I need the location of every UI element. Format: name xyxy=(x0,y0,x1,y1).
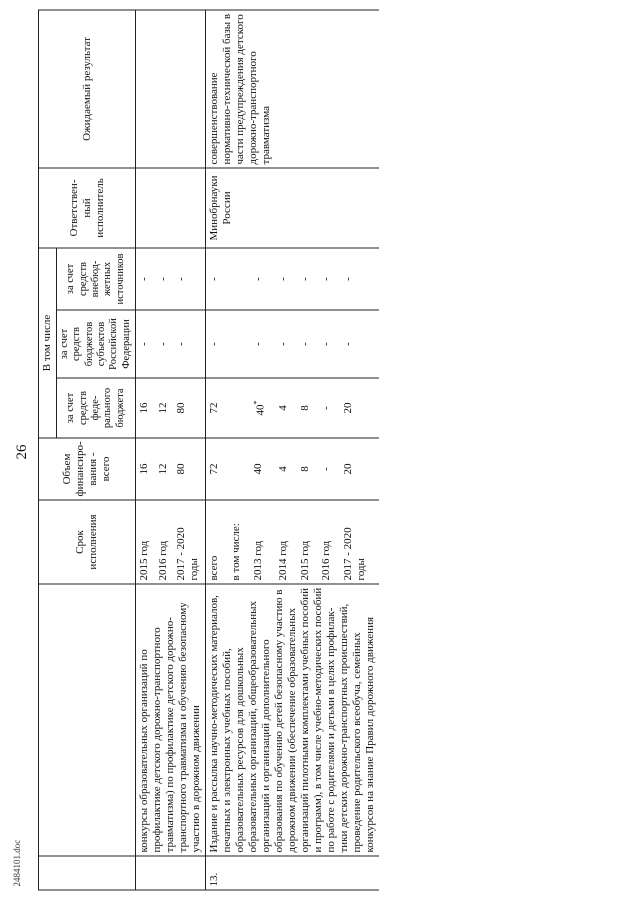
row-number xyxy=(155,856,173,890)
term-cell: 2014 год xyxy=(275,500,297,584)
extra-cell: - xyxy=(173,248,206,310)
term-cell: 2015 год xyxy=(136,500,155,584)
extra-cell: - xyxy=(340,248,378,310)
regional-cell: - xyxy=(250,310,275,378)
program-table xyxy=(38,9,379,890)
federal-cell: 12 xyxy=(155,378,173,438)
regional-cell: - xyxy=(340,310,378,378)
regional-cell: - xyxy=(173,310,206,378)
federal-cell: 8 xyxy=(297,378,319,438)
volume-cell: 4 xyxy=(275,438,297,500)
volume-cell: - xyxy=(318,438,340,500)
volume-cell: 8 xyxy=(297,438,319,500)
federal-value: 40 xyxy=(254,404,267,416)
extra-cell: - xyxy=(155,248,173,310)
volume-cell: 20 xyxy=(340,438,378,500)
extra-cell: - xyxy=(206,248,228,310)
term-cell: 2017 - 2020 годы xyxy=(173,500,206,584)
regional-cell: - xyxy=(275,310,297,378)
term-cell: 2013 год xyxy=(250,500,275,584)
extra-cell: - xyxy=(250,248,275,310)
federal-cell: 72 xyxy=(206,378,228,438)
volume-cell: 12 xyxy=(155,438,173,500)
measure-text: конкурсы образовательных организаций по профилактике детского дорожно-транспортного травматизма) по профилактике детского дорожно-транспортного травматизма и обучению безопасному участию в дорожном движении xyxy=(136,584,206,856)
header-extra: за счет средств внебюд-жетных источников xyxy=(56,248,135,310)
regional-cell: - xyxy=(136,310,155,378)
header-result: Ожидаемый результат xyxy=(39,10,136,168)
header-regional: за счет средств бюджетов субъектов Российской Федерации xyxy=(56,310,135,378)
extra-cell: - xyxy=(275,248,297,310)
term-cell: в том числе: xyxy=(228,500,250,584)
table-row xyxy=(136,10,155,890)
federal-cell: 20 xyxy=(340,378,378,438)
header-number xyxy=(39,856,136,890)
header-federal: за счет средств феде-рального бюджета xyxy=(56,378,135,438)
federal-cell xyxy=(228,378,250,438)
regional-cell: - xyxy=(297,310,319,378)
extra-cell: - xyxy=(297,248,319,310)
header-measure xyxy=(39,584,136,856)
executor-cell: Минобрнауки России xyxy=(206,168,379,248)
result-cell xyxy=(136,10,206,168)
header-volume: Объем финансиро-вания - всего xyxy=(39,438,136,500)
extra-cell xyxy=(228,248,250,310)
volume-cell: 72 xyxy=(206,438,228,500)
extra-cell: - xyxy=(318,248,340,310)
federal-cell xyxy=(250,378,275,438)
footnote-mark: * xyxy=(251,400,261,405)
regional-cell: - xyxy=(318,310,340,378)
volume-cell: 40 xyxy=(250,438,275,500)
volume-cell xyxy=(228,438,250,500)
document-code: 2484101.doc xyxy=(12,839,22,887)
page-number: 26 xyxy=(14,444,30,460)
volume-cell: 80 xyxy=(173,438,206,500)
term-cell: всего xyxy=(206,500,228,584)
header-including: В том числе xyxy=(39,248,57,438)
term-cell: 2015 год xyxy=(297,500,319,584)
item-number: 13. xyxy=(206,856,379,890)
regional-cell: - xyxy=(206,310,228,378)
extra-cell: - xyxy=(136,248,155,310)
term-cell: 2017 - 2020 годы xyxy=(340,500,378,584)
term-cell: 2016 год xyxy=(318,500,340,584)
table-header xyxy=(39,10,136,890)
federal-cell: 4 xyxy=(275,378,297,438)
table-row xyxy=(206,10,228,890)
regional-cell xyxy=(228,310,250,378)
executor-cell xyxy=(136,168,206,248)
row-number xyxy=(173,856,206,890)
term-cell: 2016 год xyxy=(155,500,173,584)
result-cell: совершенствование нормативно-технической базы в части предупреждения детского дорожно-транспортного травматизма xyxy=(206,10,379,168)
row-number xyxy=(136,856,155,890)
federal-cell: - xyxy=(318,378,340,438)
federal-cell: 16 xyxy=(136,378,155,438)
federal-cell: 80 xyxy=(173,378,206,438)
regional-cell: - xyxy=(155,310,173,378)
header-executor: Ответствен-ный исполнитель xyxy=(39,168,136,248)
header-term: Срок исполнения xyxy=(39,500,136,584)
volume-cell: 16 xyxy=(136,438,155,500)
measure-text: Издание и рассылка научно-методических материалов, печатных и электронных учебных пособий, образовательных ресурсов для дошкольных образовательных организаций, общеобразовательных организаций и организаций дополнительного образования по обучению детей безопасному участию в дорожном движении (обеспечение образовательных организаций пилотными комплектами учебных пособий и программ), в том числе учебно-методических пособий по работе с родителями и детьми в целях профилак-тики детских дорожно-транспортных происшествий, проведение родительского всеобуча, семейных конкурсов на знание Правил дорожного движения xyxy=(206,584,379,856)
table-body xyxy=(136,10,379,890)
